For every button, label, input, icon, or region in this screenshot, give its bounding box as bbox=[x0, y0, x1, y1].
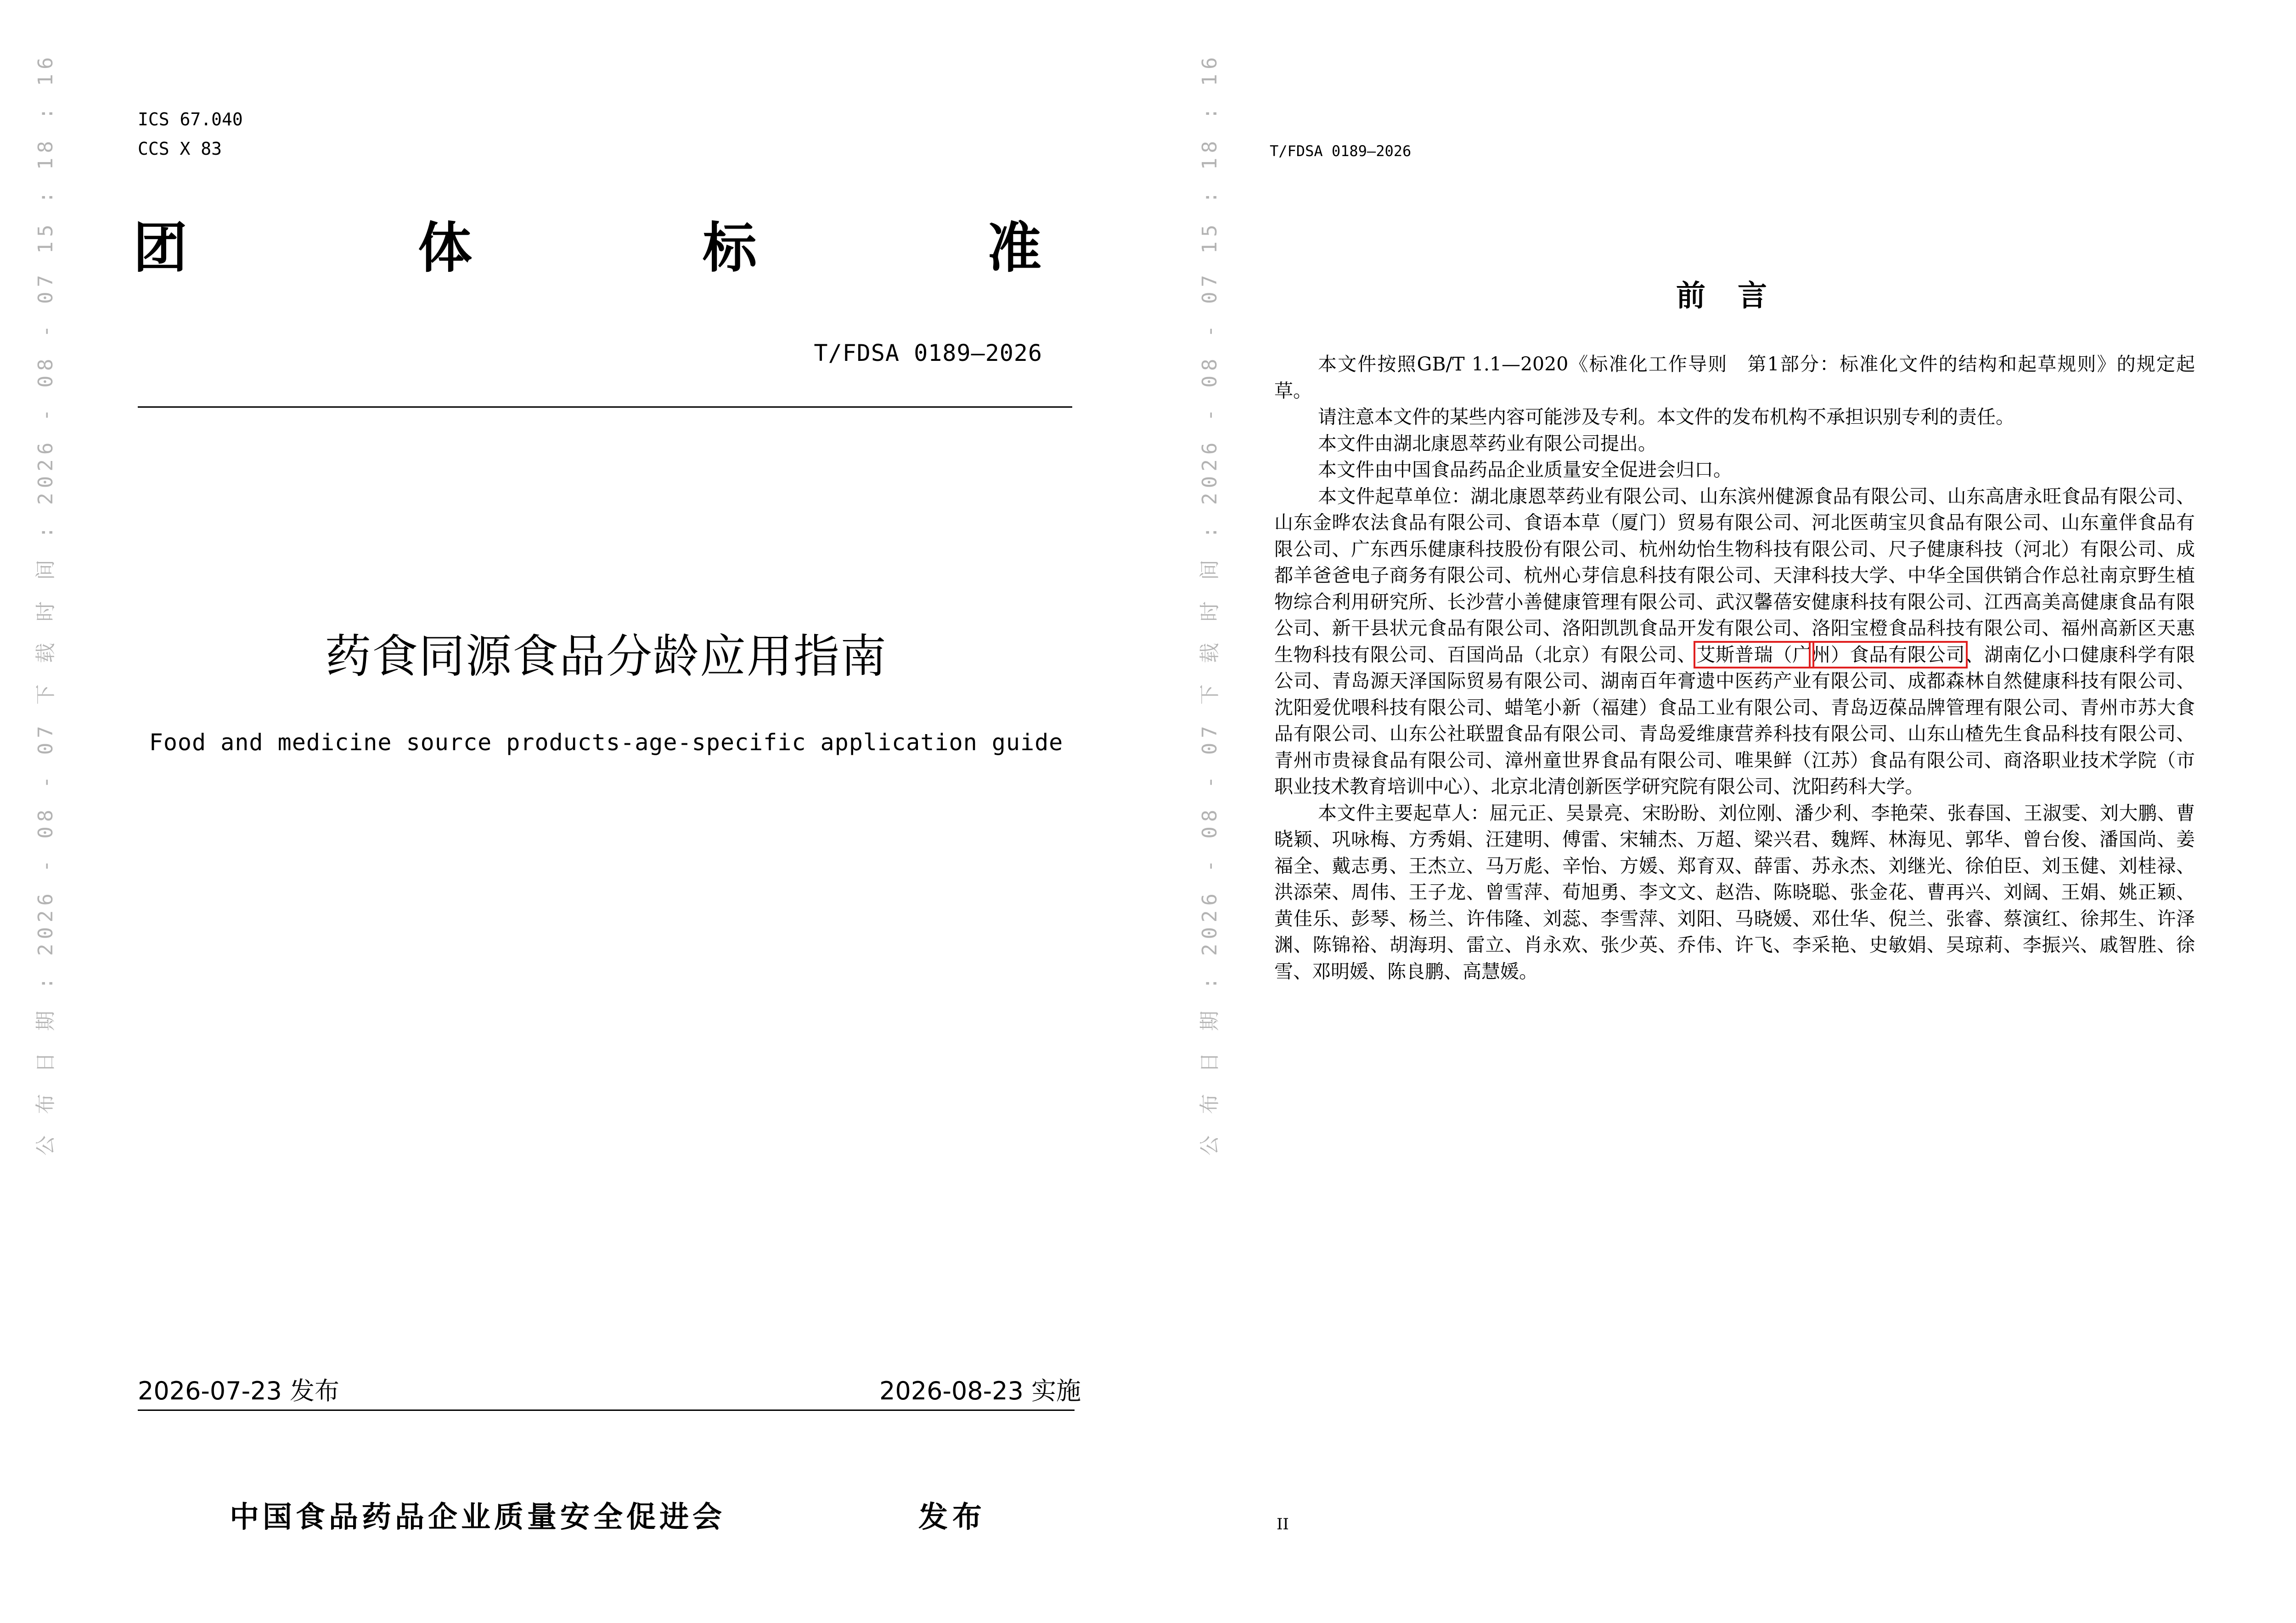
drafting-units-text-before: 本文件起草单位：湖北康恩萃药业有限公司、山东滨州健源食品有限公司、山东高唐永旺食品有限公司、山东金晔农法食品有限公司、食语本草（厦门）贸易有限公司、河北医萌宝贝食品有限公司、山东童伴食品有限公司、广东西乐健康科技股份有限公司、杭州幼怡生物科技有限公司、尺子健康科技（河北）有限公司、成都羊爸爸电子商务有限公司、杭州心芽信息科技有限公司、天津科技大学、中华全国供销合作总社南京野生植物综合利用研究所、长沙营小善健康管理有限公司、武汉馨蓓安健康科技有限公司、江西高美高健康食品有限公司、新干县状元食品有限公司、洛阳凯凯食品开发有限公司、洛阳宝橙食品科技有限公司、福州高新区天惠生物科技有限公司、百国尚品（北京）有限公司、 bbox=[1274, 485, 2195, 666]
drafting-units-text-after: 、湖南亿小口健康科学有限公司、青岛源天泽国际贸易有限公司、湖南百年膏遗中医药产业有限公司、成都森林自然健康科技有限公司、沈阳爱优喂科技有限公司、蜡笔小新（福建）食品工业有限公司、青岛迈葆品牌管理有限公司、青州市苏大食品有限公司、山东公社联盟食品有限公司、青岛爱维康营养科技有限公司、山东山楂先生食品科技有限公司、青州市贵禄食品有限公司、漳州童世界食品有限公司、唯果鲜（江苏）食品有限公司、商洛职业技术学院（市职业技术教育培训中心）、北京北清创新医学研究院有限公司、沈阳药科大学。 bbox=[1274, 643, 2195, 797]
publish-date: 2026-07-23 发布 bbox=[138, 1376, 339, 1405]
highlighted-company-part-2: 州）食品有限公司 bbox=[1812, 643, 1965, 666]
document-title-en: Food and medicine source products-age-specific application guide bbox=[149, 729, 1064, 756]
standard-type-char-4: 准 bbox=[987, 216, 1042, 280]
page-header-code: T/FDSA 0189—2026 bbox=[1270, 142, 1412, 160]
ics-code: ICS 67.040 bbox=[138, 109, 243, 129]
standard-type-char-2: 体 bbox=[418, 216, 473, 280]
foreword-body bbox=[1274, 351, 2195, 985]
header-divider bbox=[138, 406, 1072, 408]
foreword-paragraph-3: 本文件由湖北康恩萃药业有限公司提出。 bbox=[1318, 432, 1657, 455]
standard-type-char-3: 标 bbox=[703, 216, 757, 280]
publish-label: 发布 bbox=[918, 1500, 986, 1534]
highlighted-company-part-1: 艾斯普瑞（广 bbox=[1696, 643, 1812, 666]
page-number: II bbox=[1277, 1515, 1289, 1533]
foreword-paragraph-1: 本文件按照GB/T 1.1—2020《标准化工作导则 第1部分：标准化文件的结构和起草规则》的规定起草。 bbox=[1274, 353, 2195, 402]
foreword-paragraph-drafters: 本文件主要起草人：屈元正、吴景亮、宋盼盼、刘位刚、潘少利、李艳荣、张春国、王淑雯、刘大鹏、曹晓颖、巩咏梅、方秀娟、汪建明、傅雷、宋辅杰、万超、梁兴君、魏辉、林海见、郭华、曾台俊、潘国尚、姜福全、戴志勇、王杰立、马万彪、辛怡、方媛、郑育双、薛雷、苏永杰、刘继光、徐伯臣、刘玉健、刘桂禄、洪添荣、周伟、王子龙、曾雪萍、荀旭勇、李文文、赵浩、陈晓聪、张金花、曹再兴、刘阔、王娟、姚正颖、黄佳乐、彭琴、杨兰、许伟隆、刘蕊、李雪萍、刘阳、马晓媛、邓仕华、倪兰、张睿、蔡演红、徐邦生、许泽渊、陈锦裕、胡海玥、雷立、肖永欢、张少英、乔伟、许飞、李采艳、史敏娟、吴琼莉、李振兴、戚智胜、徐雪、邓明媛、陈良鹏、高慧媛。 bbox=[1274, 802, 2195, 983]
foreword-title: 前言 bbox=[1676, 279, 1799, 313]
footer-divider bbox=[138, 1410, 1075, 1411]
document-title-cn: 药食同源食品分龄应用指南 bbox=[325, 629, 887, 683]
standard-type-char-1: 团 bbox=[133, 216, 188, 280]
publisher-name: 中国食品药品企业质量安全促进会 bbox=[230, 1500, 726, 1534]
foreword-paragraph-4: 本文件由中国食品药品企业质量安全促进会归口。 bbox=[1318, 459, 1732, 481]
foreword-paragraph-2: 请注意本文件的某些内容可能涉及专利。本文件的发布机构不承担识别专利的责任。 bbox=[1318, 406, 2015, 428]
effective-date: 2026-08-23 实施 bbox=[879, 1376, 1081, 1405]
standard-code: T/FDSA 0189—2026 bbox=[814, 340, 1042, 366]
download-timestamp-stamp-left: 公 布 日 期 : 2026 - 08 - 07 下 载 时 间 : 2026 - 08 - 07 15 : 18 : 16 bbox=[34, 52, 57, 1156]
ccs-code: CCS X 83 bbox=[138, 139, 222, 159]
download-timestamp-stamp-right: 公 布 日 期 : 2026 - 08 - 07 下 载 时 间 : 2026 - 08 - 07 15 : 18 : 16 bbox=[1198, 52, 1221, 1156]
foreword-paragraph-drafting-units bbox=[1274, 483, 2195, 800]
